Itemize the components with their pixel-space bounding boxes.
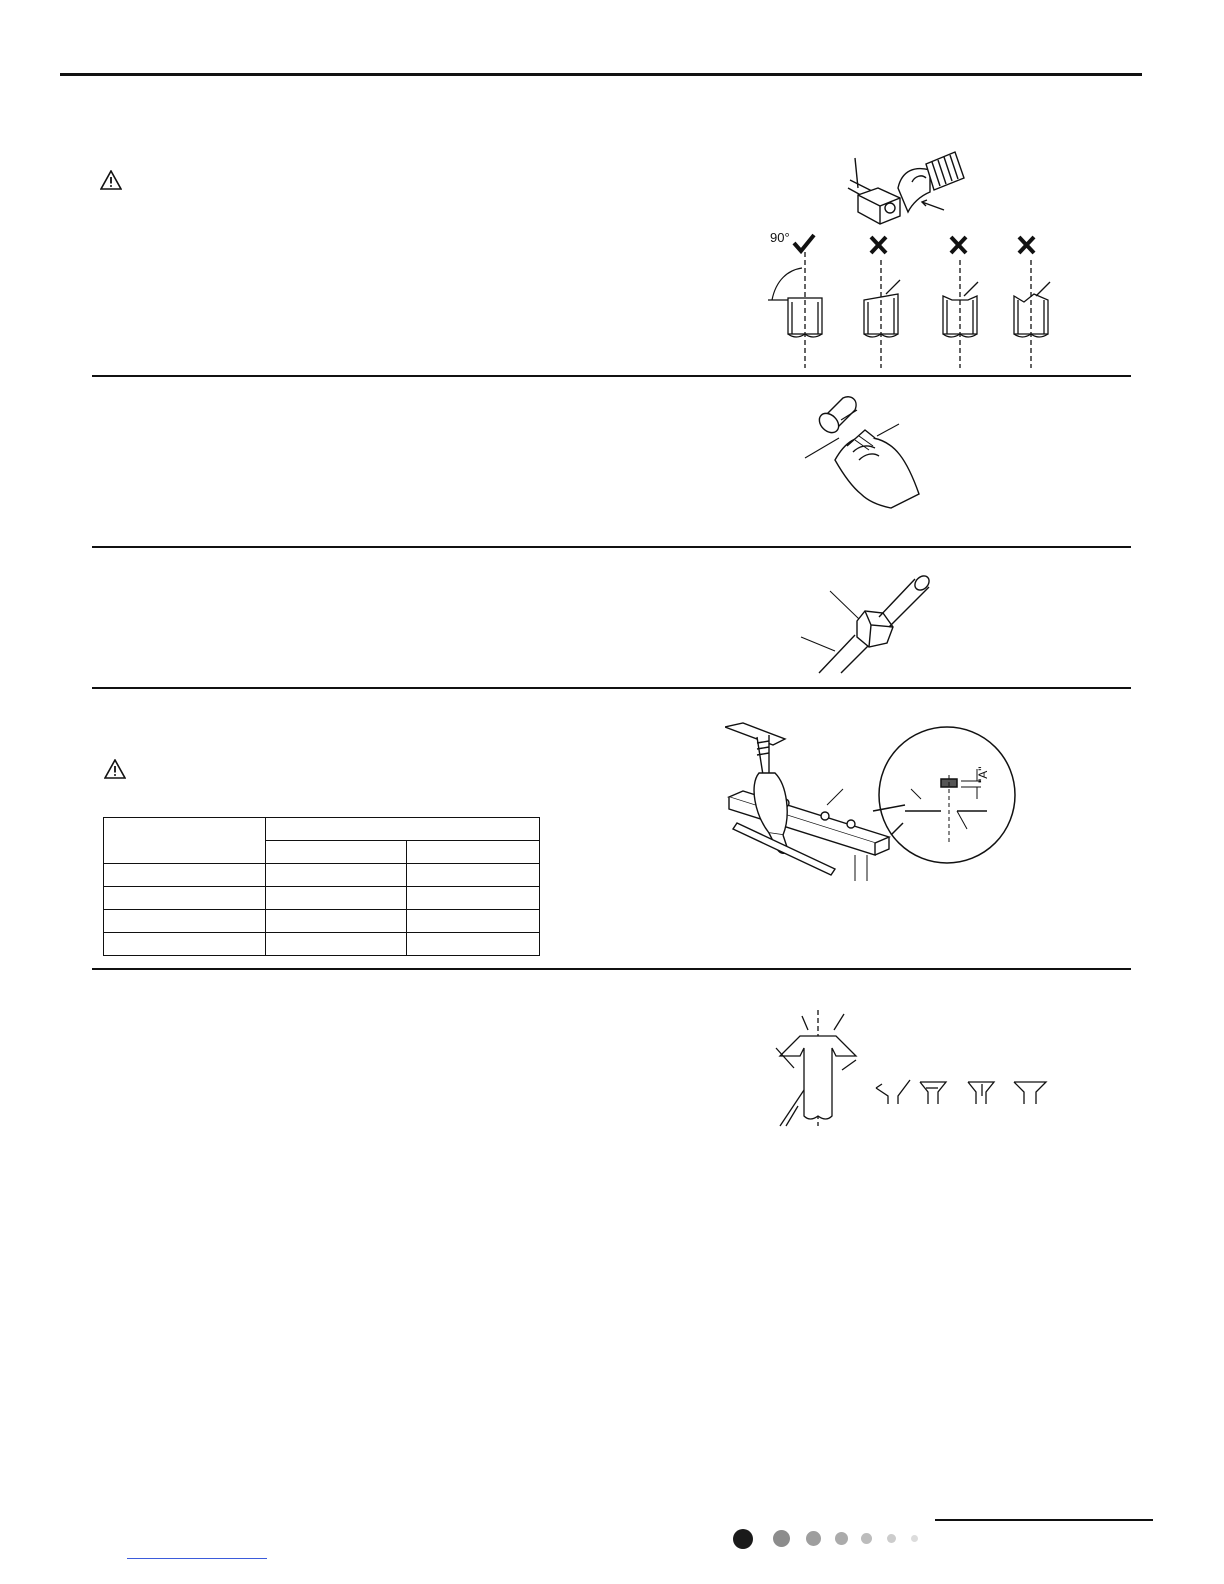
page-dot [835, 1532, 848, 1545]
cross-icon [1019, 237, 1034, 253]
page-dot-active [733, 1529, 753, 1549]
section-divider-1 [92, 375, 1131, 377]
flare-dimension-table [103, 817, 540, 956]
table-row [104, 933, 540, 956]
table-row [104, 864, 540, 887]
pipe-cutting-figure [750, 140, 1080, 370]
warning-icon [100, 170, 122, 190]
cross-icon [871, 237, 886, 253]
cutting-angle-label: 90° [770, 230, 790, 245]
flaring-tool-figure [725, 715, 1025, 885]
table-header-cell [266, 841, 407, 864]
flare-dimension-label: "A" [976, 766, 990, 783]
cross-icon [951, 237, 966, 253]
flare-shape-figure [770, 1010, 1060, 1130]
page-dot [806, 1531, 821, 1546]
check-icon [794, 235, 814, 251]
footer-rule [935, 1519, 1153, 1521]
header-rule [60, 73, 1142, 76]
section-divider-4 [92, 968, 1131, 970]
page-dot [911, 1535, 918, 1542]
table-row [104, 910, 540, 933]
warning-icon [104, 759, 126, 779]
table-row [104, 887, 540, 910]
section-divider-3 [92, 687, 1131, 689]
table-header-cell [266, 818, 540, 841]
table-header-cell [407, 841, 540, 864]
page-dot [887, 1534, 896, 1543]
table-header-cell [104, 818, 266, 864]
section-divider-2 [92, 546, 1131, 548]
burr-removal-figure [795, 390, 935, 515]
page-dot [861, 1533, 872, 1544]
nut-on-pipe-figure [795, 565, 945, 677]
page-dot [773, 1530, 790, 1547]
footer-link-underline[interactable] [127, 1558, 267, 1559]
pipe-cutter-illustration [848, 152, 964, 224]
